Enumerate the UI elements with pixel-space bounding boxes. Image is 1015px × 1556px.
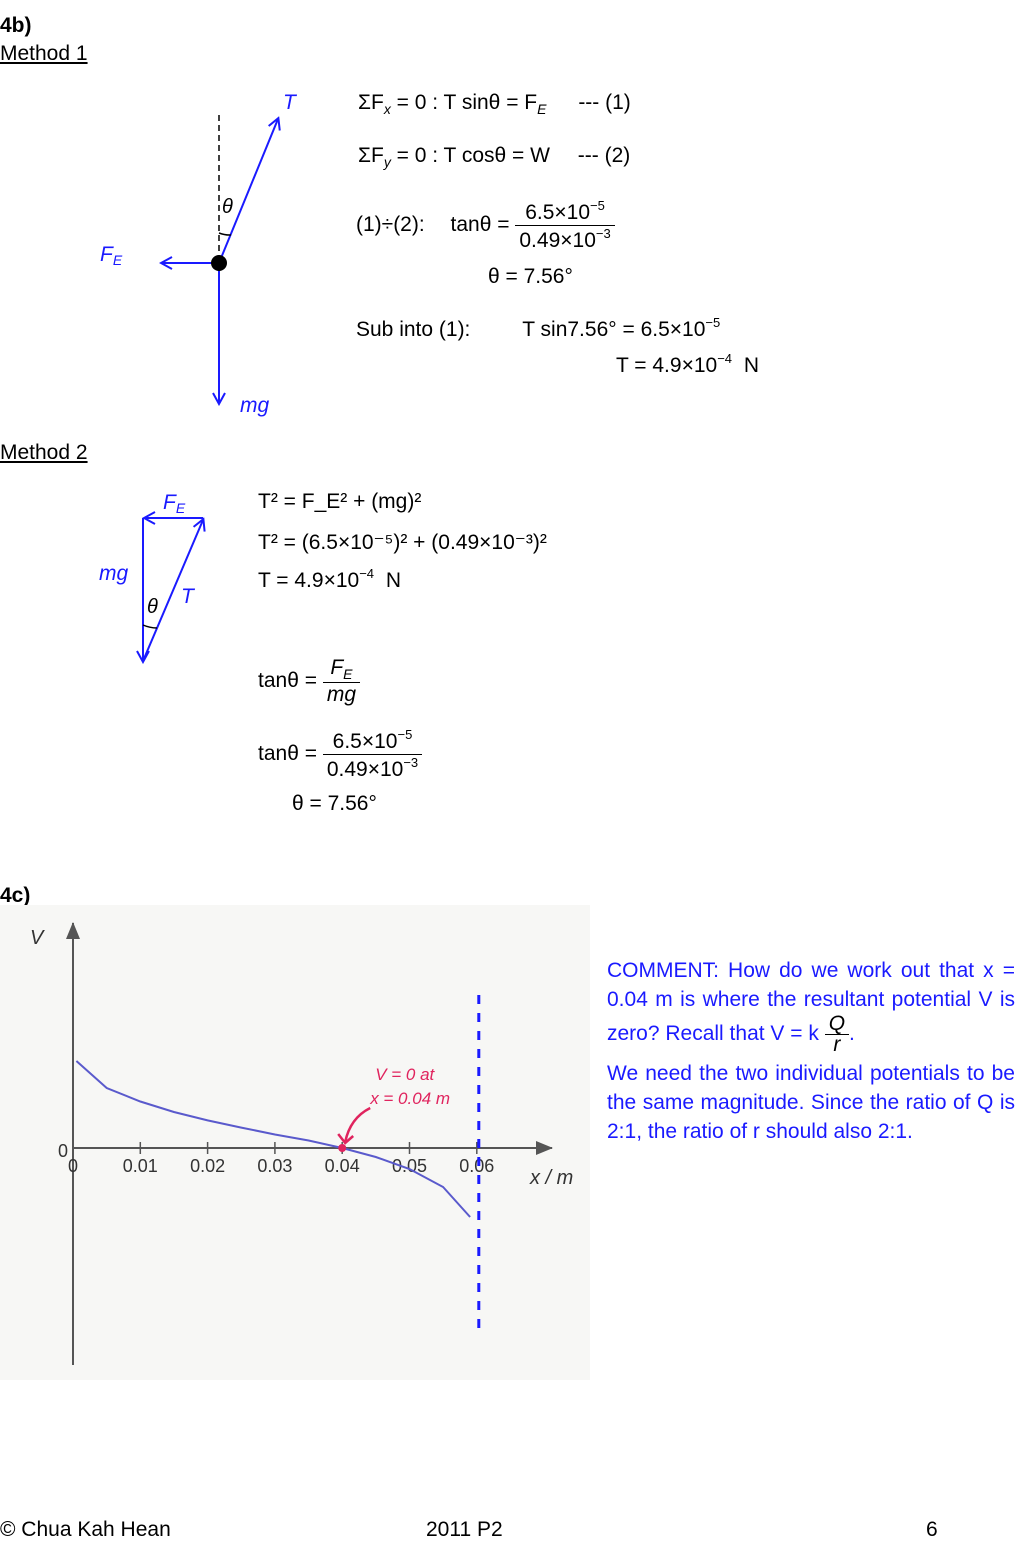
triangle-T-arrow xyxy=(143,520,203,661)
comment-frac-num: Q xyxy=(825,1014,849,1035)
triangle-label-theta: θ xyxy=(147,596,158,618)
zero-point-marker xyxy=(338,1144,346,1152)
potential-graph xyxy=(0,905,590,1380)
comment-box: COMMENT: How do we work out that x = 0.04 m is where the resultant potential V is zero? Recall that V = k $\frac{Q}{r}$ . We need the two individual potentials to be the same magnitude. Since the ratio of Q is 2:1, the ratio of r should also 2:1. xyxy=(607,956,1015,1146)
charge-dot xyxy=(211,255,227,271)
y-axis-label: V xyxy=(30,927,44,949)
method1-force-diagram xyxy=(90,85,320,420)
triangle-label-T: T xyxy=(181,585,194,608)
triangle-label-FE: FE xyxy=(163,491,186,516)
method2-eq5: tanθ = $\frac{6.5\times 10^{-5}}{0.49\times 10^{-3}}$ xyxy=(258,727,422,782)
method2-title: Method 2 xyxy=(0,441,88,464)
method1-eq3: (1)÷(2): tanθ = $\frac{6.5\times 10^{-5}}{0.49\times 10^{-3}}$ xyxy=(356,198,615,253)
method2-eq2: T² = (6.5×10⁻⁵)² + (0.49×10⁻³)² xyxy=(258,531,547,554)
theta-arc xyxy=(219,233,231,235)
x-tick-label: 0.04 xyxy=(324,1156,360,1176)
x-axis-label: x / m xyxy=(530,1167,574,1189)
method2-vector-triangle xyxy=(95,485,225,670)
x-tick-label: 0.01 xyxy=(122,1156,158,1176)
section-heading-4c: 4c) xyxy=(0,884,31,907)
x-tick-label: 0.02 xyxy=(190,1156,226,1176)
method2-eq6: θ = 7.56° xyxy=(292,792,377,815)
method1-eq2: $\Sigma F_y = 0$ : T cosθ = W --- (2) xyxy=(358,144,631,170)
label-mg: mg xyxy=(240,394,270,417)
annotation-line2: x = 0.04 m xyxy=(370,1089,451,1108)
annotation-line1: V = 0 at xyxy=(375,1065,435,1084)
method2-eq4: tanθ = $\frac{F_E}{mg}$ xyxy=(258,656,360,707)
annotation-arrow xyxy=(345,1108,370,1142)
method1-eq6: $T = 4.9\times 10^{-4}$ N xyxy=(616,351,760,377)
x-tick-label: 0 xyxy=(67,1156,79,1176)
comment-frac-den: r xyxy=(833,1033,841,1056)
x-tick-label: 0.03 xyxy=(257,1156,293,1176)
comment-part3: We need the two individual potentials to be the same magnitude. Since the ratio of Q is 2:1, the ratio of r should also 2:1. xyxy=(607,1062,1015,1143)
method1-title: Method 1 xyxy=(0,42,88,65)
method2-eq1: T² = F_E² + (mg)² xyxy=(258,490,422,513)
footer-author: © Chua Kah Hean xyxy=(0,1518,171,1541)
footer-page-number: 6 xyxy=(926,1518,938,1541)
method2-eq3: $T = 4.9\times 10^{-4}$ N xyxy=(258,566,402,592)
triangle-label-mg: mg xyxy=(99,562,129,585)
triangle-theta-arc xyxy=(143,625,157,628)
tension-arrow xyxy=(219,119,278,263)
origin-label: 0 xyxy=(58,1141,69,1161)
x-tick-label: 0.06 xyxy=(459,1156,495,1176)
label-T: T xyxy=(283,91,296,114)
label-theta: θ xyxy=(222,196,233,218)
method1-eq4: θ = 7.56° xyxy=(488,265,573,288)
footer-paper: 2011 P2 xyxy=(426,1518,503,1541)
potential-curve xyxy=(76,1061,470,1217)
label-FE: FE xyxy=(100,243,123,268)
method1-eq1: $\Sigma F_x = 0$ : T $\sin\theta = F_E$ --- (1) xyxy=(358,91,631,117)
comment-part1: COMMENT: How do we work out that x = 0.04 m is where the resultant potential V is zero? Recall that V = k xyxy=(607,959,1015,1046)
method1-eq5: Sub into (1): T $\sin 7.56^\circ = 6.5\times 10^{-5}$ xyxy=(356,315,721,341)
section-heading-4b: 4b) xyxy=(0,14,32,37)
x-tick-label: 0.05 xyxy=(391,1156,428,1176)
